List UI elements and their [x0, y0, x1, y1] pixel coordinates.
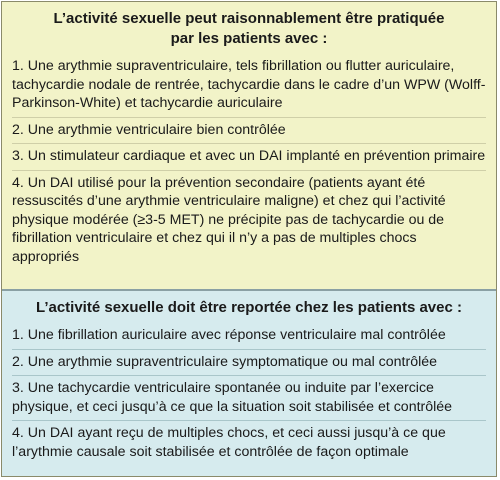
section-allowed-title: [2, 2, 496, 49]
postponed-item-2: 2. Une arythmie supraventriculaire symptomatique ou mal contrôlée: [12, 349, 486, 376]
allowed-item-3: 3. Un stimulateur cardiaque et avec un DAI implanté en prévention primaire: [12, 143, 486, 170]
postponed-item-1: 1. Une fibrillation auriculaire avec réponse ventriculaire mal contrôlée: [12, 327, 446, 343]
section-postponed-title: L’activité sexuelle doit être reportée chez les patients avec :: [35, 299, 462, 316]
postponed-item-3: 3. Une tachycardie ventriculaire spontanée ou induite par l’exercice physique, et ceci jusqu’à ce que la situation soit stabilisée et contrôlée: [12, 375, 486, 420]
section-allowed-list: [2, 54, 496, 270]
section-allowed-title-line2: par les patients avec :: [170, 30, 328, 47]
recommendation-table: [1, 1, 497, 477]
postponed-item-4: 4. Un DAI ayant reçu de multiples chocs, et ceci aussi jusqu’à ce que l’arythmie causale soit stabilisée et contrôlée de façon optimale: [12, 420, 486, 465]
section-allowed-title-line1: L’activité sexuelle peut raisonnablement être pratiquée: [53, 10, 445, 27]
section-sexual-activity-allowed: [2, 2, 496, 291]
allowed-item-4: 4. Un DAI utilisé pour la prévention secondaire (patients ayant été ressuscités d’une arythmie ventriculaire maligne) et chez qui l’activité physique modérée (≥3-5 MET) ne précipite pas de tachycardie ou de fibrillation ventriculaire et chez qui il n’y a pas de multiples chocs appropriés: [12, 170, 486, 271]
section-sexual-activity-postponed: [2, 291, 496, 477]
allowed-item-2: 2. Une arythmie ventriculaire bien contrôlée: [12, 117, 486, 144]
section-postponed-list: [2, 323, 496, 465]
allowed-item-1: 1. Une arythmie supraventriculaire, tels fibrillation ou flutter auriculaire, tachycardie nodale de rentrée, tachycardie dans le cadre d’un WPW (Wolff-Parkinson-White) et tachycardie auriculaire: [12, 58, 486, 111]
